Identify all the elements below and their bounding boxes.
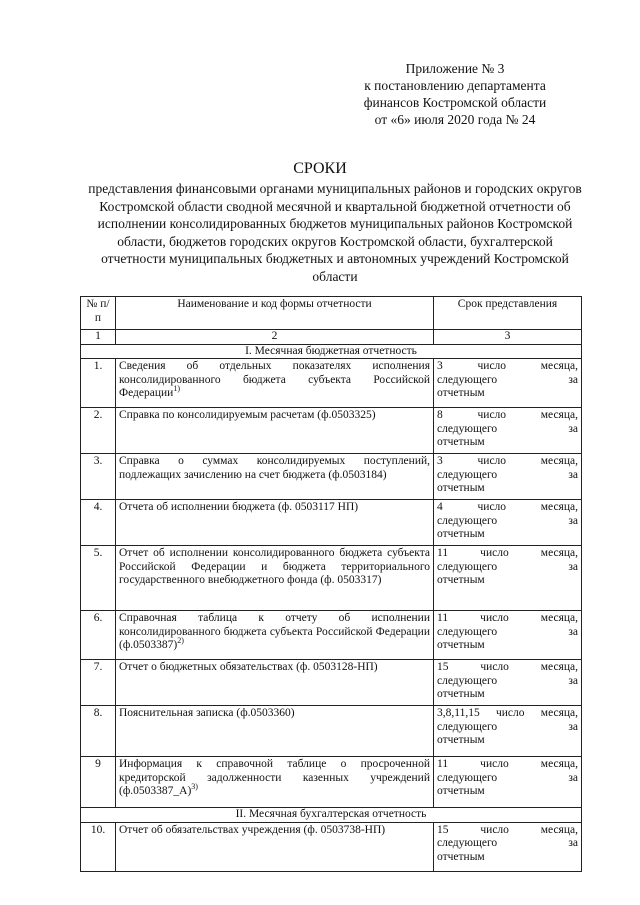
row-number: 5. <box>81 546 116 611</box>
deadline-word: 15 <box>437 823 449 836</box>
deadline-word: следующего <box>437 422 498 435</box>
deadline-cell <box>434 408 582 454</box>
deadlines-table <box>80 296 582 872</box>
deadline-word: за <box>568 837 578 850</box>
deadline-word: за <box>568 771 578 784</box>
row-number: 4. <box>81 500 116 546</box>
deadline-word: месяца, <box>540 409 578 422</box>
deadline-word: следующего <box>437 720 498 733</box>
deadline-word: отчетным <box>437 528 485 541</box>
document-title: СРОКИ <box>293 160 347 177</box>
deadline-word: месяца, <box>540 501 578 514</box>
deadline-word: месяца, <box>540 707 578 720</box>
form-name: Сведения об отдельных показателях исполнения консолидированного бюджета субъекта Российской Федерации <box>119 360 430 400</box>
deadline-word: число <box>480 661 509 674</box>
deadline-word: за <box>568 514 578 527</box>
deadline-word: отчетным <box>437 639 485 652</box>
row-number: 8. <box>81 706 116 757</box>
deadline-cell <box>434 546 582 611</box>
form-name: Отчет о бюджетных обязательствах (ф. 0503128-НП) <box>119 661 378 674</box>
footnote-marker: 1) <box>173 384 180 394</box>
footnote-marker: 3) <box>191 782 198 792</box>
deadline-word: месяца, <box>540 547 578 560</box>
deadline-cell <box>434 822 582 871</box>
deadline-word: отчетным <box>437 688 485 701</box>
deadline-cell <box>434 611 582 660</box>
deadline-cell <box>434 500 582 546</box>
form-name-cell <box>116 454 434 500</box>
table-row <box>81 408 582 454</box>
form-name-cell <box>116 660 434 706</box>
form-name: Отчета об исполнении бюджета (ф. 0503117 НП) <box>119 501 359 514</box>
document-subtitle: представления финансовыми органами муниципальных районов и городских округов Костромской области сводной месячной и квартальной бюджетной отчетности об исполнении консолидированных бюджетов муниципальных районов Костромской области, бюджетов городских округов Костромской области, бухгалтерской отчетности муниципальных бюджетных и автономных учреждений Костромской области <box>88 181 582 284</box>
appendix-line: Приложение № 3 <box>405 61 505 76</box>
header-num: № п/п <box>81 297 116 330</box>
deadline-word: месяца, <box>540 661 578 674</box>
column-index: 2 <box>116 330 434 345</box>
deadline-word: отчетным <box>437 387 485 400</box>
column-index-row <box>81 330 582 345</box>
table-body <box>81 344 582 871</box>
form-name: Справочная таблица к отчету об исполнении консолидированного бюджета субъекта Российской Федерации (ф.0503387) <box>119 612 430 652</box>
footnote-marker: 2) <box>177 636 184 646</box>
table-row <box>81 500 582 546</box>
deadline-word: число <box>480 758 509 771</box>
deadline-cell <box>434 359 582 408</box>
appendix-block <box>330 60 580 128</box>
deadline-word: следующего <box>437 674 498 687</box>
table-row <box>81 660 582 706</box>
deadline-word: 11 <box>437 758 449 771</box>
table-row <box>81 546 582 611</box>
appendix-line: от «6» июля 2020 года № 24 <box>374 112 536 127</box>
section-row <box>81 808 582 823</box>
deadline-word: число <box>477 501 507 514</box>
deadline-word: число <box>480 612 509 625</box>
deadline-word: за <box>568 422 578 435</box>
form-name-cell <box>116 546 434 611</box>
header-term: Срок представления <box>434 297 582 330</box>
deadline-word: месяца, <box>540 455 578 468</box>
deadline-word: месяца, <box>540 758 578 771</box>
deadline-word: за <box>568 468 578 481</box>
deadline-word: месяца, <box>540 360 578 373</box>
deadline-word: 3,8,11,15 <box>437 707 480 720</box>
deadline-word: 8 <box>437 409 443 422</box>
deadline-cell <box>434 706 582 757</box>
deadline-word: 3 <box>437 455 443 468</box>
section-row <box>81 344 582 359</box>
deadline-cell <box>434 660 582 706</box>
table-row <box>81 757 582 808</box>
deadline-word: следующего <box>437 625 498 638</box>
form-name: Отчет об исполнении консолидированного бюджета субъекта Российской Федерации и бюджета территориального государственного внебюджетного фонда (ф. 0503317) <box>119 547 430 587</box>
deadline-word: следующего <box>437 771 498 784</box>
deadline-word: число <box>477 455 507 468</box>
table-row <box>81 359 582 408</box>
row-number: 3. <box>81 454 116 500</box>
deadline-word: за <box>568 625 578 638</box>
row-number: 6. <box>81 611 116 660</box>
deadline-word: следующего <box>437 837 498 850</box>
form-name-cell <box>116 822 434 871</box>
deadline-word: число <box>477 360 507 373</box>
deadline-word: отчетным <box>437 785 485 798</box>
form-name: Информация к справочной таблице о просроченной кредиторской задолженности казенных учреждений (ф.0503387_А) <box>119 758 430 798</box>
form-name: Пояснительная записка (ф.0503360) <box>119 707 295 720</box>
deadline-word: число <box>477 409 507 422</box>
deadline-word: отчетным <box>437 436 485 449</box>
table-row <box>81 454 582 500</box>
deadline-word: следующего <box>437 468 498 481</box>
deadline-word: следующего <box>437 560 498 573</box>
deadline-word: 4 <box>437 501 443 514</box>
deadline-word: за <box>568 373 578 386</box>
row-number: 7. <box>81 660 116 706</box>
deadline-word: 11 <box>437 612 449 625</box>
deadline-word: следующего <box>437 514 498 527</box>
deadline-word: отчетным <box>437 850 485 863</box>
appendix-line: к постановлению департамента <box>364 78 546 93</box>
table-row <box>81 822 582 871</box>
column-index: 3 <box>434 330 582 345</box>
deadline-word: число <box>495 707 525 720</box>
form-name: Справка по консолидируемым расчетам (ф.0503325) <box>119 409 376 422</box>
deadline-word: за <box>568 720 578 733</box>
deadline-word: 15 <box>437 661 449 674</box>
deadline-word: отчетным <box>437 482 485 495</box>
deadline-word: число <box>480 547 509 560</box>
deadline-word: за <box>568 560 578 573</box>
row-number: 1. <box>81 359 116 408</box>
deadline-word: месяца, <box>540 823 578 836</box>
deadline-cell <box>434 454 582 500</box>
deadline-word: отчетным <box>437 734 485 747</box>
deadline-word: число <box>480 823 509 836</box>
row-number: 9 <box>81 757 116 808</box>
form-name-cell <box>116 500 434 546</box>
form-name-cell <box>116 757 434 808</box>
deadline-word: отчетным <box>437 574 485 587</box>
column-index: 1 <box>81 330 116 345</box>
form-name: Отчет об обязательствах учреждения (ф. 0503738-НП) <box>119 823 386 836</box>
deadline-word: следующего <box>437 373 498 386</box>
table-header-row <box>81 297 582 330</box>
row-number: 2. <box>81 408 116 454</box>
form-name: Справка о суммах консолидируемых поступлений, подлежащих зачислению на счет бюджета (ф.0503184) <box>119 455 430 481</box>
header-name: Наименование и код формы отчетности <box>116 297 434 330</box>
table-row <box>81 706 582 757</box>
section-title: I. Месячная бюджетная отчетность <box>81 344 582 359</box>
appendix-line: финансов Костромской области <box>363 95 547 110</box>
form-name-cell <box>116 359 434 408</box>
table-row <box>81 611 582 660</box>
deadline-word: 11 <box>437 547 449 560</box>
section-title: II. Месячная бухгалтерская отчетность <box>81 808 582 823</box>
deadline-word: месяца, <box>540 612 578 625</box>
row-number: 10. <box>81 822 116 871</box>
deadline-cell <box>434 757 582 808</box>
form-name-cell <box>116 706 434 757</box>
form-name-cell <box>116 611 434 660</box>
deadline-word: 3 <box>437 360 443 373</box>
deadline-word: за <box>568 674 578 687</box>
form-name-cell <box>116 408 434 454</box>
